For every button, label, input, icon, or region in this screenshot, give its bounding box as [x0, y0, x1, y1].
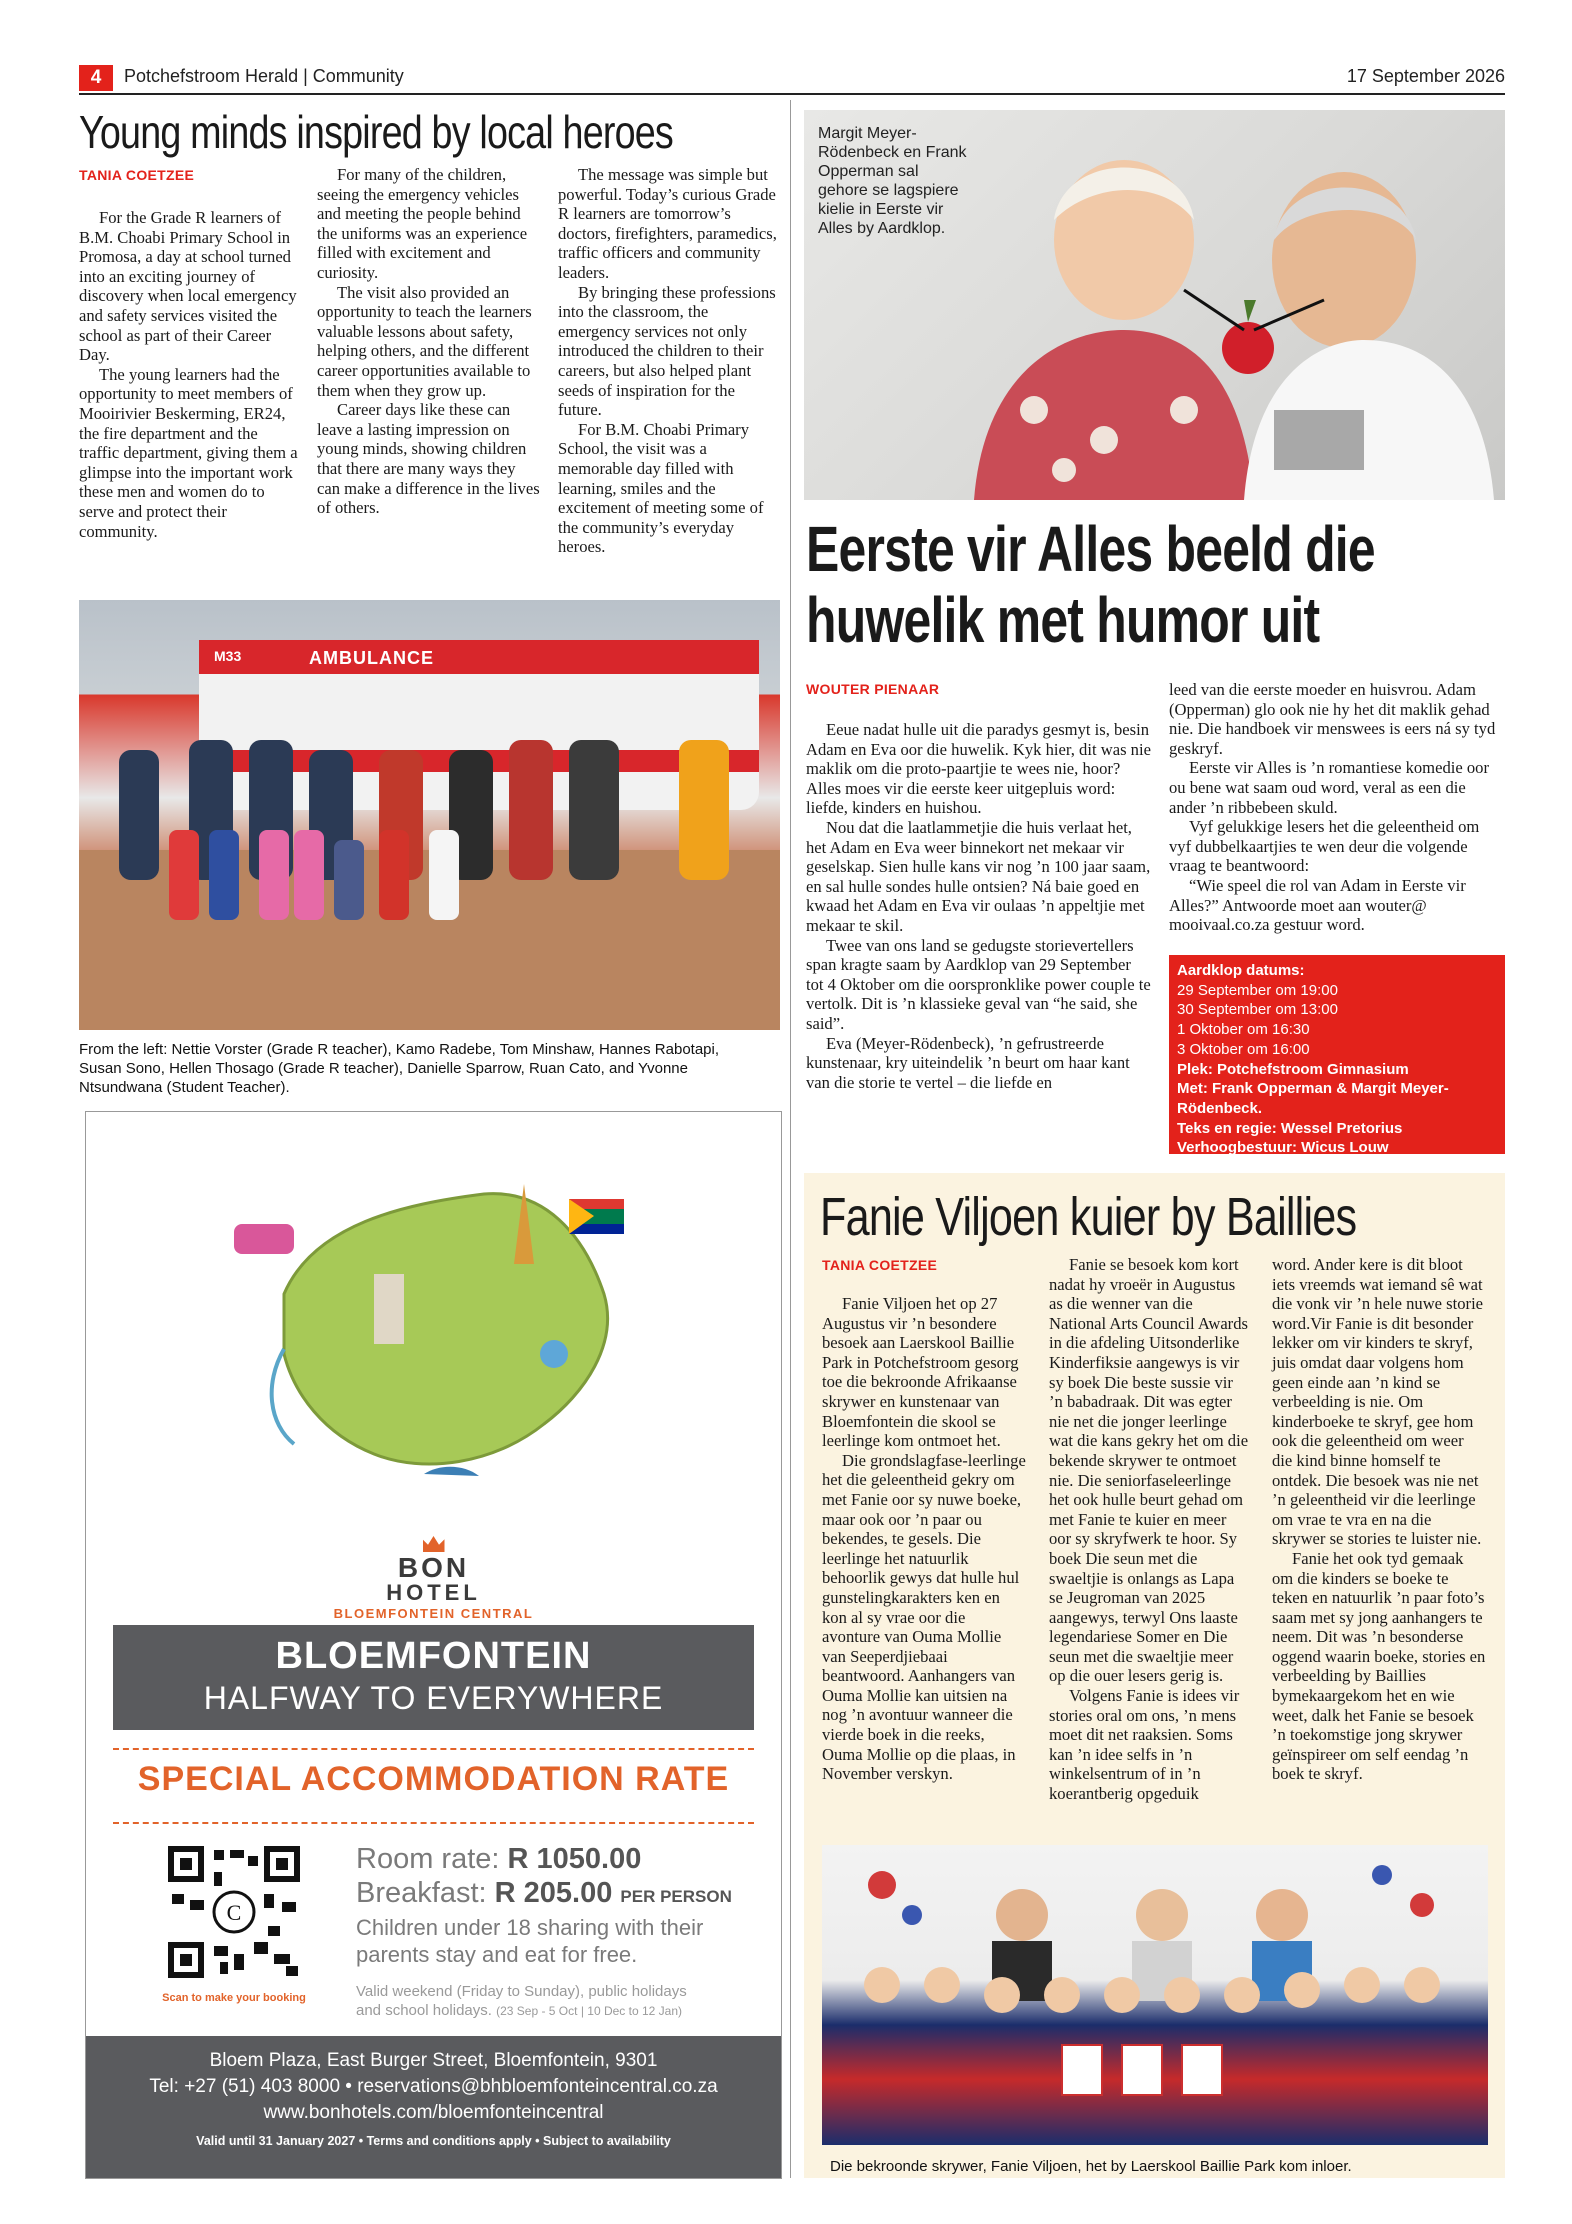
validity-dates: (23 Sep - 5 Oct | 10 Dec to 12 Jan): [496, 2004, 682, 2018]
story3-column-3: [1272, 1255, 1487, 1784]
ad-footer: [86, 2036, 781, 2178]
hotel-website[interactable]: www.bonhotels.com/bloemfonteincentral: [263, 2102, 604, 2123]
infobox-date: 29 September om 19:00: [1177, 981, 1338, 999]
paragraph: The message was simple but powerful. Today’s curious Grade R learners are tomorrow’s doctors, firefighters, paramedics, traffic officers and community leaders.: [558, 165, 777, 282]
paragraph: “Wie speel die rol van Adam in Eerste vir Alles?” Antwoorde moet aan wouter@ mooivaal.co.za gestuur word.: [1169, 875, 1466, 935]
special-rate-heading: SPECIAL ACCOMMODATION RATE: [137, 1760, 730, 1798]
paragraph: Career days like these can leave a lasting impression on young minds, showing children that there are many ways they can make a difference in the lives of others.: [317, 400, 540, 518]
publication-section: Potchefstroom Herald | Community: [124, 66, 404, 86]
validity-line-2: and school holidays.: [356, 2002, 492, 2019]
room-rate-label: Room rate:: [356, 1843, 500, 1875]
story1-column-3: [558, 165, 780, 557]
story2-column-1: [806, 720, 1151, 1092]
paragraph: Twee van ons land se gedugste storievertellers span kragte saam by Aardklop van 29 September tot 4 Oktober om die oorspronklike power couple te vertolk. Dit is ’n klassieke geval van “he said, she said”.: [806, 935, 1151, 1033]
infobox-venue: Plek: Potchefstroom Gimnasium: [1177, 1060, 1409, 1078]
south-africa-map-illustration: [224, 1144, 644, 1524]
story1-headline: Young minds inspired by local heroes: [79, 106, 673, 158]
issue-date: 17 September 2026: [1346, 66, 1505, 86]
actors-photo-caption: Margit Meyer-Rödenbeck en Frank Opperman sal gehore se lagspiere kielie in Eerste vir Alles by Aardklop.: [818, 125, 967, 237]
story3-headline: Fanie Viljoen kuier by Baillies: [820, 1187, 1357, 1247]
paragraph: Die grondslagfase-leerlinge het die geleentheid gekry om met Fanie oor sy nuwe boeke, maar ook oor ’n paar ou bekendes, te gesels. Die leerlinge het natuurlik behoorlik gewys dat hulle hul gunstelingkarakters ken en kon al sy vrae oor die avonture van Ouma Mollie van Seeperdjiebaai beantwoord. Aanhangers van Ouma Mollie kan uitsien na nog ’n avontuur wanneer die vierde boek in die reeks, Ouma Mollie op die plaas, in November verskyn.: [822, 1450, 1026, 1784]
banner-subtitle: HALFWAY TO EVERYWHERE: [203, 1680, 664, 1716]
aardklop-info-box: [1169, 955, 1505, 1157]
infobox-date: 30 September om 13:00: [1177, 1001, 1338, 1019]
paragraph: The visit also provided an opportunity to teach the learners valuable lessons about safety, helping others, and the different career opportunities available to them when they grow up.: [317, 282, 532, 400]
story1-column-2: [317, 165, 540, 518]
room-rate-price: R 1050.00: [507, 1843, 642, 1875]
booking-qr-code[interactable]: [164, 1842, 304, 1982]
story1-column-1: [79, 208, 300, 541]
infobox-stage-manager: Verhoogbestuur: Wicus Louw: [1177, 1139, 1389, 1157]
header-rule: [79, 93, 1505, 95]
story2-headline-line1: Eerste vir Alles beeld die: [806, 513, 1375, 585]
dashed-divider: [113, 1748, 754, 1750]
paragraph: For many of the children, seeing the emergency vehicles and meeting the people behind the uniforms was an experience filled with excitement and curiosity.: [317, 165, 528, 282]
validity-line-1: Valid weekend (Friday to Sunday), public holidays: [356, 1983, 687, 2000]
aardklop-actors-photo: [804, 110, 1505, 500]
infobox-cast: Met: Frank Opperman & Margit Meyer-Rödenbeck.: [1177, 1080, 1449, 1117]
paragraph: Volgens Fanie is idees vir stories oral om ons, ’n mens moet dit net raaksien. Soms kan ’n idee selfs in ’n winkelsentrum of in ’n koerantberig opgeduik: [1049, 1686, 1240, 1804]
column-divider: [790, 100, 791, 2178]
story1-photo-caption: From the left: Nettie Vorster (Grade R teacher), Kamo Radebe, Tom Minshaw, Hannes Rabotapi, Susan Sono, Hellen Thosago (Grade R teacher), Danielle Sparrow, Ruan Cato, and Yvonne Ntsundwana (Student Teacher).: [79, 1041, 720, 1096]
story3-photo-caption: Die bekroonde skrywer, Fanie Viljoen, het by Laerskool Baillie Park kom inloer.: [830, 2158, 1352, 2175]
paragraph: Nou dat die laatlammetjie die huis verlaat het, het Adam en Eva weer binnekort net mekaar vir geselskap. Sien hulle kans vir nog ’n 100 jaar saam, en sal hulle sondes hulle ontsien? Ná baie goed en kwaad het Adam en Eva vir oulaas ’n appeltjie met mekaar te skil.: [806, 817, 1151, 935]
infobox-director: Teks en regie: Wessel Pretorius: [1177, 1119, 1403, 1137]
paragraph: By bringing these professions into the classroom, the emergency services not only introduced the children to their careers, but also helped plant seeds of inspiration for the future.: [558, 282, 776, 420]
story2-headline-line2: huwelik met humor uit: [806, 584, 1320, 656]
story3-column-1: [822, 1294, 1027, 1784]
ambulance-code: M33: [214, 648, 242, 664]
story2-column-2: [1169, 680, 1505, 935]
paragraph: Eva (Meyer-Rödenbeck), ’n gefrustreerde kunstenaar, kry uiteindelik ’n beurt om haar kant van die storie te vertel – die liefde en: [806, 1033, 1130, 1092]
brand-name: BON: [397, 1552, 470, 1583]
paragraph: Eerste vir Alles is ’n romantiese komedie oor ou bene wat saam oud word, veral as een die ander ’n ribbebeen skuld.: [1169, 758, 1489, 817]
brand-sub: HOTEL: [386, 1580, 481, 1605]
paragraph: Fanie se besoek kom kort nadat hy vroeër in Augustus as die wenner van die National Arts Council Awards in die afdeling Uitsonderlike Kinderfiksie aangewys is vir sy boek Die beste sussie vir ’n babadraak. Dit was egter nie net die jonger leerlinge wat die kans gekry het om die bekende skrywer te ontmoet nie. Die seniorfaseleerlinge het ook hulle beurt gehad om met Fanie te kuier en meer oor sy skryfwerk te hoor. Sy boek Die seun met die swaeltjie is onlangs as Lapa se Jeugroman van 2025 aangewys, terwyl Ons laaste legendariese Somer en Die seun met die swaeltjie meer op die ouer lesers gerig is.: [1049, 1255, 1249, 1686]
paragraph: For B.M. Choabi Primary School, the visit was a memorable day filled with learning, smiles and the excitement of meeting some of the community’s everyday heroes.: [558, 419, 764, 557]
story3-column-2: [1049, 1255, 1249, 1804]
story2-byline: WOUTER PIENAAR: [806, 681, 940, 697]
page-number: 4: [79, 65, 113, 91]
scan-instruction: Scan to make your booking: [162, 1992, 306, 2004]
rates-block: [356, 1842, 756, 2021]
fanie-viljoen-photo: [822, 1845, 1488, 2145]
banner-title: BLOEMFONTEIN: [275, 1635, 592, 1677]
paragraph: For the Grade R learners of B.M. Choabi Primary School in Promosa, a day at school turned into an exciting journey of discovery when local emergency and safety services visited the school as part of their Career Day.: [79, 208, 297, 365]
ad-terms: Valid until 31 January 2027 • Terms and conditions apply • Subject to availability: [196, 2134, 671, 2148]
paragraph: Fanie het ook tyd gemaak om die kinders se boeke te teken en natuurlik ’n paar foto’s saam met sy jong aanhangers te neem. Dit was ’n besonderse oggend waarin boeke, stories en verbeelding by Baillies bymekaargekom het en wie weet, dalk het Fanie se besoek ’n toekomstige jong skrywer geïnspireer om self eendag ’n boek te skryf.: [1272, 1548, 1486, 1784]
infobox-date: 1 Oktober om 16:30: [1177, 1021, 1310, 1039]
ambulance-label: AMBULANCE: [309, 648, 434, 668]
paragraph: word. Ander kere is dit bloot iets vreemds wat iemand sê wat die vonk vir ’n hele nuwe storie word.Vir Fanie is dit besonder lekker om vir kinders te skryf, juis omdat daar volgens hom geen einde aan ’n kind se verbeelding is nie. Om kinderboeke te skryf, gee hom ook die geleentheid om weer die kind binne homself te ontdek. Die besoek was nie net ’n geleentheid vir die leerlinge om vrae te vra en na die skrywer se stories te luister nie.: [1272, 1255, 1484, 1549]
career-day-photo: [79, 600, 780, 1030]
children-note: Children under 18 sharing with their parents stay and eat for free.: [356, 1915, 704, 1967]
crown-icon: [423, 1536, 445, 1552]
svg-text:C: C: [226, 1900, 242, 1925]
bon-hotel-logo: [86, 1536, 781, 1621]
dashed-divider: [113, 1822, 754, 1824]
infobox-date: 3 Oktober om 16:00: [1177, 1040, 1310, 1058]
story3-byline: TANIA COETZEE: [822, 1257, 938, 1273]
paragraph: Eeue nadat hulle uit die paradys gesmyt is, besin Adam en Eva oor die huwelik. Kyk hier, dit was nie maklik om die proto-paartjie te wees nie, hoor? Alles moes vir die eerste keer uitgepluis word: liefde, kinders en huishou.: [806, 720, 1151, 818]
hotel-contact[interactable]: Tel: +27 (51) 403 8000 • reservations@bhbloemfonteincentral.co.za: [149, 2076, 718, 2097]
bon-hotel-advert[interactable]: [85, 1111, 782, 2179]
breakfast-label: Breakfast:: [356, 1877, 487, 1909]
story1-byline: TANIA COETZEE: [79, 167, 195, 183]
hotel-location: BLOEMFONTEIN CENTRAL: [333, 1606, 534, 1621]
hotel-address: Bloem Plaza, East Burger Street, Bloemfontein, 9301: [209, 2050, 658, 2071]
paragraph: Fanie Viljoen het op 27 Augustus vir ’n besondere besoek aan Laerskool Baillie Park in Potchefstroom gesorg toe die bekroonde Afrikaanse skrywer en kunstenaar van Bloemfontein die skool se leerlinge kom ontmoet het.: [822, 1294, 1019, 1451]
bloemfontein-banner: [113, 1625, 754, 1730]
paragraph: leed van die eerste moeder en huisvrou. Adam (Opperman) glo ook nie hy het dit maklik gehad nie. Die handboek vir menswees is eers ná sy tyd geskryf.: [1169, 680, 1496, 758]
paragraph: The young learners had the opportunity to meet members of Mooirivier Beskerming, ER24, the fire department and the traffic department, giving them a glimpse into the important work these men and women do to serve and protect their community.: [79, 364, 298, 541]
per-person-label: PER PERSON: [620, 1887, 732, 1906]
infobox-title: Aardklop datums:: [1177, 962, 1305, 979]
breakfast-price: R 205.00: [494, 1877, 613, 1909]
paragraph: Vyf gelukkige lesers het die geleentheid om vyf dubbelkaartjies te wen deur die volgende vraag te beantwoord:: [1169, 817, 1480, 876]
